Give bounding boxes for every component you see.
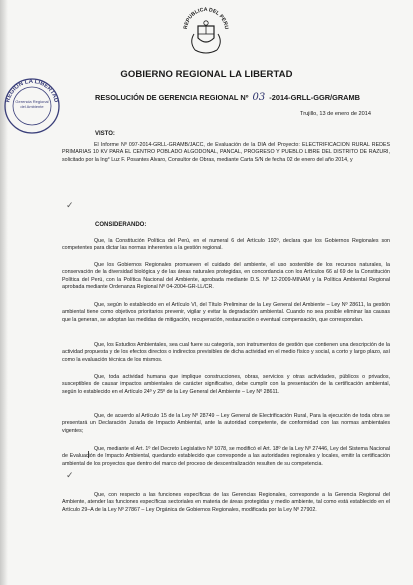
paragraph-ley-general: Que, según lo establecido en el Artículo VI, del Título Preliminar de la Ley General del Ambiente – Ley Nº 28611, la gestión ambiental tiene como objetivos prioritarios prevenir, vigilar y evitar la degradación ambiental. Cuando no sea posible eliminar las causas que la generan, se adoptan las medidas de mitigación, recuperación, restauración o eventual compensación, que correspondan. [62, 302, 390, 323]
seal-country-text: REPUBLICA DEL PERU [182, 6, 230, 30]
resolution-suffix: -2014-GRLL-GGR/GRAMB [269, 93, 361, 102]
resolution-line [95, 92, 360, 103]
paragraph-gobiernos-regionales: Que los Gobiernos Regionales promueven el cuidado del ambiente, el uso sostenible de los recursos naturales, la conservación de la diversidad biológica y de las áreas naturales protegidas, en concordancia con los Artículos 66 al 69 de la Constitución Política del Perú, con la Política Nacional del Ambiente, aprobada mediante D.S. Nº 12-2009-MINAM y la Política Ambiental Regional aprobada mediante Ordenanza Regional Nº 04-2004-GR-LL/CR. [62, 262, 390, 290]
government-title: GOBIERNO REGIONAL LA LIBERTAD [120, 69, 293, 80]
resolution-number: 03 [252, 92, 266, 103]
paragraph-estudios-ambientales: Que, los Estudios Ambientales, sea cual fuere su categoría, son instrumentos de gestión que contienen una descripción de la actividad propuesta y de los efectos directos o indirectos previsibles de dicha actividad en el medio físico y social, a corto y largo plazo, así como la evaluación técnica de los mismos. [62, 342, 390, 363]
paragraph-constitution: Que, la Constitución Política del Perú, en el numeral 6 del Artículo 192º, declara que los Gobiernos Regionales son competentes para dictar las normas inherentes a la gestión regional. [62, 238, 390, 252]
checkmark-icon: ✓ [66, 470, 74, 480]
visto-heading: VISTO: [95, 131, 115, 137]
stamp-center-text: Gerencia Regional del Ambiente [15, 100, 49, 109]
peru-coat-of-arms-icon [181, 4, 231, 60]
paragraph-actividad-humana: Que, toda actividad humana que implique construcciones, obras, servicios y otras actividades, públicos o privados, susceptibles de causar impactos ambientales de carácter significativo, debe cumplir con la presentación de la certificación ambiental, según lo establecido en el Artículo 24º y 25º de la Ley General del Ambiente – Ley Nº 28611. [62, 374, 390, 395]
paragraph-decreto-legislativo: Que, mediante el Art. 1º del Decreto Legislativo Nº 1078, se modificó el Art. 18º de la Ley Nº 27446, Ley del Sistema Nacional de Evaluación de Impacto Ambiental, quedando establecido que corresponde a las autoridades regionales y locales, emitir la certificación ambiental de los proyectos que dentro del marco del proceso de descentralización resulten de su competencia. [62, 446, 390, 467]
paragraph-visto: El Informe Nº 097-2014-GRLL-GRAMB/JACC, de Evaluación de la DIA del Proyecto: ELECTRIFICACION RURAL REDES PRIMARIAS 10 KV PARA EL CENTRO POBLADO ALGODONAL, PANCAL, PROGRESO Y PUEBLO LIBRE DEL DISTRITO DE RAZURI, solicitado por la Ing° Luz F. Posantes Alvaro, Consultor de Obras, mediante Carta S/N de fecha 02 de enero del año 2014, y [62, 142, 390, 163]
stamp-ring-text: REGION LA LIBERTAD [5, 78, 59, 104]
resolution-prefix: RESOLUCIÓN DE GERENCIA REGIONAL Nº [95, 93, 249, 102]
paragraph-gerencias-regionales: Que, con respecto a las funciones específicas de las Gerencias Regionales, corresponde a la Gerencia Regional del Ambiente, atender las funciones específicas sectoriales en materia de áreas protegidas y medio ambiente, tal como está establecido en el Artículo 29–A de la Ley Nº 27867 – Ley Orgánica de Gobiernos Regionales, modificada por la Ley Nº 27902. [62, 492, 390, 513]
document-date: Trujillo, 13 de enero de 2014 [300, 111, 372, 117]
regional-stamp [2, 76, 62, 136]
paragraph-electrificacion-rural: Que, de acuerdo al Artículo 15 de la Ley Nº 28749 – Ley General de Electrificación Rural, Para la ejecución de toda obra se presentará un Declaración Jurada de Impacto Ambiental, ante la autoridad competente, de conformidad con las normas ambientales vigentes; [62, 413, 390, 434]
considerando-heading: CONSIDERANDO: [95, 222, 147, 228]
checkmark-icon: ✓ [66, 200, 74, 210]
